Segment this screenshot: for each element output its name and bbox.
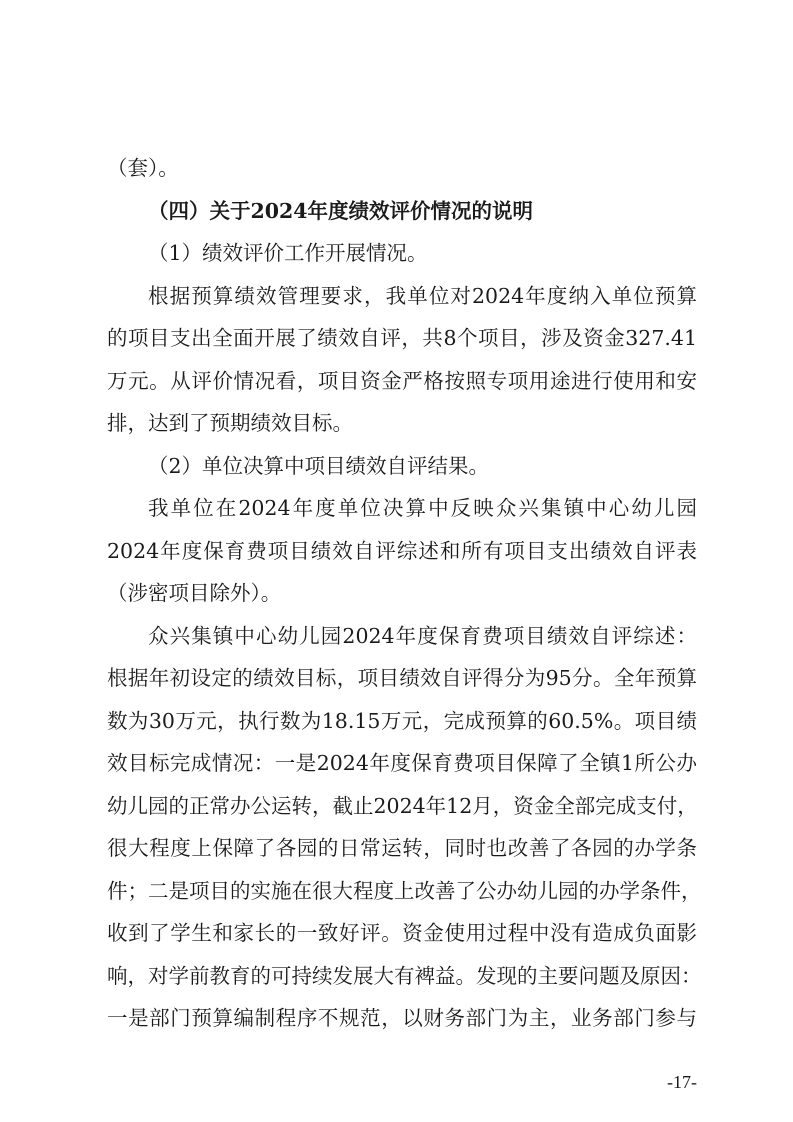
text-line: （涉密项目除外）。 — [107, 581, 282, 605]
text-line: 万元。从评价情况看，项目资金严格按照专项用途进行使用和安 — [107, 368, 697, 393]
text-line: 响，对学前教育的可持续发展大有裨益。发现的主要问题及原因： — [107, 963, 702, 988]
text-line: 2024年度保育费项目绩效自评综述和所有项目支出绩效自评表 — [107, 538, 697, 563]
text-line: 件；二是项目的实施在很大程度上改善了公办幼儿园的办学条件， — [107, 878, 702, 903]
text-line: 一是部门预算编制程序不规范，以财务部门为主，业务部门参与 — [107, 1006, 697, 1030]
text-line: 的项目支出全面开展了绩效自评，共8个项目，涉及资金327.41 — [107, 326, 697, 350]
text-line: 效目标完成情况：一是2024年度保育费项目保障了全镇1所公办 — [107, 751, 697, 775]
section-heading: （四）关于2024年度绩效评价情况的说明 — [148, 198, 534, 223]
text-line: 排，达到了预期绩效目标。 — [107, 411, 353, 435]
text-line: 很大程度上保障了各园的日常运转，同时也改善了各园的办学条 — [107, 836, 697, 860]
text-line: 幼儿园的正常办公运转，截止2024年12月，资金全部完成支付， — [107, 793, 698, 818]
page-number: -17- — [667, 1072, 697, 1092]
text-line: （套）。 — [107, 156, 179, 180]
text-line: 收到了学生和家长的一致好评。资金使用过程中没有造成负面影 — [107, 921, 697, 945]
text-line: 众兴集镇中心幼儿园2024年度保育费项目绩效自评综述： — [148, 623, 697, 648]
text-line: 根据年初设定的绩效目标，项目绩效自评得分为95分。全年预算 — [107, 666, 697, 690]
text-line: 数为30万元，执行数为18.15万元，完成预算的60.5%。项目绩 — [107, 708, 697, 733]
document-body — [107, 150, 702, 1043]
text-line: 我单位在2024年度单位决算中反映众兴集镇中心幼儿园 — [148, 496, 697, 520]
subsection-heading: （2）单位决算中项目绩效自评结果。 — [148, 453, 490, 478]
text-line: 根据预算绩效管理要求，我单位对2024年度纳入单位预算 — [148, 283, 697, 308]
subsection-heading: （1）绩效评价工作开展情况。 — [148, 241, 428, 265]
